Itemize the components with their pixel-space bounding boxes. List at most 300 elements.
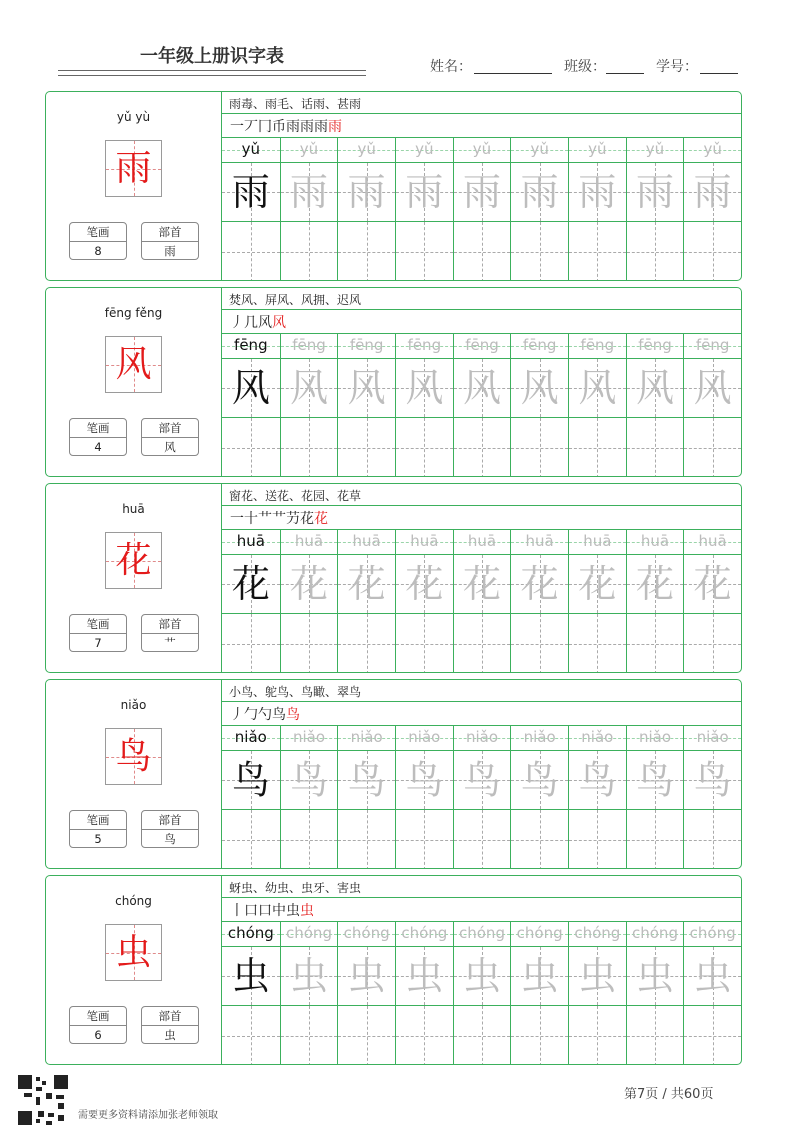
character-pinyin: yǔ yù bbox=[116, 110, 151, 124]
character-red: 花 bbox=[115, 540, 152, 581]
empty-writing-cell[interactable] bbox=[453, 222, 511, 281]
empty-writing-cell[interactable] bbox=[683, 810, 741, 869]
pinyin-cell[interactable] bbox=[683, 530, 741, 554]
page-title: 一年级上册识字表 bbox=[140, 46, 284, 67]
stroke-count-box bbox=[69, 1006, 127, 1044]
example-words: 雨毒、雨毛、话雨、甚雨 bbox=[229, 97, 362, 111]
stroke-step: 丿 bbox=[230, 707, 244, 723]
pinyin-text: yǔ bbox=[299, 140, 319, 158]
pinyin-cell[interactable] bbox=[395, 922, 453, 946]
pinyin-text: huā bbox=[698, 532, 727, 550]
empty-writing-cell[interactable] bbox=[395, 810, 453, 869]
empty-writing-cell[interactable] bbox=[280, 1006, 338, 1065]
pinyin-text: chóng bbox=[632, 924, 678, 942]
writing-cell[interactable] bbox=[222, 163, 280, 221]
empty-writing-cell[interactable] bbox=[395, 614, 453, 673]
trace-character: 鸟 bbox=[462, 758, 501, 802]
pinyin-text: niǎo bbox=[696, 728, 729, 746]
empty-writing-cell[interactable] bbox=[510, 1006, 568, 1065]
empty-writing-cell[interactable] bbox=[626, 810, 684, 869]
character-row bbox=[222, 163, 741, 221]
empty-practice-row bbox=[222, 1006, 741, 1065]
empty-writing-cell[interactable] bbox=[222, 1006, 280, 1065]
empty-writing-cell[interactable] bbox=[683, 418, 741, 477]
pinyin-text: chóng bbox=[286, 924, 332, 942]
pinyin-text: huā bbox=[467, 532, 497, 550]
trace-character: 花 bbox=[405, 562, 444, 606]
writing-cell[interactable] bbox=[395, 947, 453, 1005]
trace-character: 风 bbox=[635, 366, 674, 410]
pinyin-cell[interactable] bbox=[510, 138, 568, 162]
radical-label: 部首 bbox=[142, 419, 198, 438]
pinyin-cell[interactable] bbox=[280, 726, 338, 750]
trace-character: 虫 bbox=[231, 954, 270, 998]
name-field[interactable] bbox=[474, 73, 552, 74]
empty-writing-cell[interactable] bbox=[337, 810, 395, 869]
pinyin-cell[interactable] bbox=[222, 726, 280, 750]
pinyin-text: niǎo bbox=[581, 728, 614, 746]
character-card bbox=[45, 287, 742, 477]
writing-cell[interactable] bbox=[337, 555, 395, 613]
radical-value: 雨 bbox=[164, 244, 176, 258]
writing-cell[interactable] bbox=[568, 947, 626, 1005]
trace-character: 花 bbox=[693, 562, 732, 606]
pinyin-text: huā bbox=[236, 532, 265, 550]
writing-cell[interactable] bbox=[280, 555, 338, 613]
empty-writing-cell[interactable] bbox=[626, 614, 684, 673]
pinyin-cell[interactable] bbox=[280, 138, 338, 162]
trace-character: 花 bbox=[520, 562, 559, 606]
pinyin-cell[interactable] bbox=[510, 726, 568, 750]
character-display-box bbox=[105, 728, 162, 785]
pinyin-cell[interactable] bbox=[222, 530, 280, 554]
stroke-count-value: 6 bbox=[94, 1028, 102, 1042]
pinyin-cell[interactable] bbox=[337, 922, 395, 946]
row-divider bbox=[222, 113, 741, 114]
empty-writing-cell[interactable] bbox=[453, 418, 511, 477]
stroke-step: 雨 bbox=[286, 119, 300, 135]
stroke-step: 中 bbox=[272, 903, 286, 919]
character-row bbox=[222, 751, 741, 809]
radical-box bbox=[141, 418, 199, 456]
character-display-box bbox=[105, 532, 162, 589]
pinyin-cell[interactable] bbox=[683, 138, 741, 162]
pinyin-cell[interactable] bbox=[453, 138, 511, 162]
trace-character: 风 bbox=[693, 366, 732, 410]
empty-writing-cell[interactable] bbox=[222, 418, 280, 477]
trace-character: 花 bbox=[289, 562, 328, 606]
pinyin-cell[interactable] bbox=[222, 334, 280, 358]
empty-writing-cell[interactable] bbox=[337, 418, 395, 477]
empty-practice-row bbox=[222, 222, 741, 281]
writing-cell[interactable] bbox=[626, 947, 684, 1005]
row-divider bbox=[222, 897, 741, 898]
trace-character: 花 bbox=[231, 562, 270, 606]
trace-character: 虫 bbox=[578, 954, 617, 998]
trace-character: 花 bbox=[347, 562, 386, 606]
empty-writing-cell[interactable] bbox=[395, 1006, 453, 1065]
empty-writing-cell[interactable] bbox=[453, 614, 511, 673]
pinyin-cell[interactable] bbox=[280, 922, 338, 946]
empty-writing-cell[interactable] bbox=[395, 418, 453, 477]
pinyin-cell[interactable] bbox=[337, 138, 395, 162]
character-pinyin: niǎo bbox=[120, 698, 147, 712]
stroke-count-label: 笔画 bbox=[70, 223, 126, 242]
character-info-panel bbox=[46, 484, 221, 672]
radical-label: 部首 bbox=[142, 811, 198, 830]
trace-character: 鸟 bbox=[231, 758, 270, 802]
trace-character: 风 bbox=[231, 366, 270, 410]
example-words: 焚风、屏风、风拥、迟风 bbox=[229, 293, 362, 307]
pinyin-text: chóng bbox=[574, 924, 621, 942]
stroke-order bbox=[230, 900, 314, 920]
trace-character: 雨 bbox=[347, 170, 386, 214]
empty-writing-cell[interactable] bbox=[510, 418, 568, 477]
pinyin-row bbox=[222, 334, 741, 358]
qr-code bbox=[18, 1075, 68, 1125]
pinyin-text: huā bbox=[640, 532, 670, 550]
stroke-count-box bbox=[69, 614, 127, 652]
stroke-count-value: 7 bbox=[94, 636, 102, 650]
stroke-order bbox=[230, 116, 342, 136]
stroke-step: 鸟 bbox=[286, 707, 300, 723]
empty-writing-cell[interactable] bbox=[568, 810, 626, 869]
pinyin-cell[interactable] bbox=[395, 726, 453, 750]
empty-writing-cell[interactable] bbox=[337, 614, 395, 673]
writing-cell[interactable] bbox=[280, 947, 338, 1005]
empty-writing-cell[interactable] bbox=[683, 222, 741, 281]
stroke-count-value: 4 bbox=[94, 440, 102, 454]
stroke-step: 口 bbox=[258, 903, 272, 919]
trace-character: 风 bbox=[347, 366, 386, 410]
trace-character: 花 bbox=[462, 562, 501, 606]
radical-label: 部首 bbox=[142, 223, 198, 242]
worksheet-header bbox=[0, 0, 800, 86]
writing-cell[interactable] bbox=[395, 751, 453, 809]
pinyin-cell[interactable] bbox=[626, 922, 684, 946]
stroke-step: 口 bbox=[244, 903, 258, 919]
pinyin-cell[interactable] bbox=[626, 138, 684, 162]
empty-writing-cell[interactable] bbox=[568, 614, 626, 673]
writing-cell[interactable] bbox=[510, 359, 568, 417]
pinyin-row bbox=[222, 922, 741, 946]
writing-cell[interactable] bbox=[626, 555, 684, 613]
pinyin-text: niǎo bbox=[408, 728, 441, 746]
writing-cell[interactable] bbox=[395, 359, 453, 417]
stroke-step: 花 bbox=[300, 511, 314, 527]
pinyin-cell[interactable] bbox=[568, 530, 626, 554]
character-red: 雨 bbox=[115, 148, 152, 189]
stroke-count-value: 8 bbox=[94, 244, 102, 258]
character-row bbox=[222, 555, 741, 613]
empty-writing-cell[interactable] bbox=[222, 810, 280, 869]
empty-writing-cell[interactable] bbox=[626, 222, 684, 281]
pinyin-cell[interactable] bbox=[683, 922, 741, 946]
pinyin-cell[interactable] bbox=[222, 138, 280, 162]
stroke-step: 几 bbox=[244, 315, 258, 331]
writing-cell[interactable] bbox=[453, 751, 511, 809]
writing-cell[interactable] bbox=[510, 947, 568, 1005]
character-pinyin: huā bbox=[122, 502, 145, 516]
row-divider bbox=[222, 309, 741, 310]
pinyin-text: fēng bbox=[695, 336, 730, 354]
writing-cell[interactable] bbox=[337, 947, 395, 1005]
pinyin-cell[interactable] bbox=[568, 138, 626, 162]
writing-cell[interactable] bbox=[683, 163, 741, 221]
pinyin-text: fēng bbox=[522, 336, 557, 354]
pinyin-cell[interactable] bbox=[222, 922, 280, 946]
empty-writing-cell[interactable] bbox=[683, 1006, 741, 1065]
writing-cell[interactable] bbox=[510, 555, 568, 613]
writing-cell[interactable] bbox=[453, 359, 511, 417]
empty-writing-cell[interactable] bbox=[280, 418, 338, 477]
pinyin-cell[interactable] bbox=[280, 334, 338, 358]
pinyin-text: huā bbox=[583, 532, 612, 550]
pinyin-text: niǎo bbox=[292, 728, 325, 746]
pinyin-cell[interactable] bbox=[626, 530, 684, 554]
practice-panel bbox=[222, 876, 741, 1064]
pinyin-text: niǎo bbox=[638, 728, 671, 746]
pinyin-cell[interactable] bbox=[510, 334, 568, 358]
stroke-step: 冂 bbox=[258, 119, 272, 135]
trace-character: 风 bbox=[289, 366, 328, 410]
pinyin-cell[interactable] bbox=[568, 922, 626, 946]
trace-character: 鸟 bbox=[347, 758, 386, 802]
trace-character: 虫 bbox=[405, 954, 444, 998]
stroke-step: 雨 bbox=[314, 119, 328, 135]
example-words: 窗花、送花、花园、花草 bbox=[229, 489, 362, 503]
pinyin-text: chóng bbox=[227, 924, 274, 942]
pinyin-text: yǔ bbox=[241, 140, 261, 158]
writing-cell[interactable] bbox=[453, 947, 511, 1005]
pinyin-cell[interactable] bbox=[510, 922, 568, 946]
stroke-step: 虫 bbox=[286, 903, 300, 919]
trace-character: 鸟 bbox=[693, 758, 732, 802]
trace-character: 雨 bbox=[520, 170, 559, 214]
writing-cell[interactable] bbox=[568, 555, 626, 613]
empty-practice-row bbox=[222, 810, 741, 869]
pinyin-text: yǔ bbox=[472, 140, 492, 158]
empty-writing-cell[interactable] bbox=[626, 418, 684, 477]
empty-writing-cell[interactable] bbox=[395, 222, 453, 281]
character-red: 风 bbox=[115, 344, 152, 385]
trace-character: 虫 bbox=[347, 954, 386, 998]
radical-label: 部首 bbox=[142, 1007, 198, 1026]
character-card bbox=[45, 679, 742, 869]
number-label: 学号： bbox=[656, 59, 698, 75]
character-card bbox=[45, 875, 742, 1065]
trace-character: 虫 bbox=[289, 954, 328, 998]
writing-cell[interactable] bbox=[683, 947, 741, 1005]
empty-writing-cell[interactable] bbox=[280, 614, 338, 673]
trace-character: 鸟 bbox=[635, 758, 674, 802]
pinyin-text: yǔ bbox=[645, 140, 665, 158]
writing-cell[interactable] bbox=[337, 751, 395, 809]
writing-cell[interactable] bbox=[453, 163, 511, 221]
pinyin-text: huā bbox=[352, 532, 381, 550]
pinyin-cell[interactable] bbox=[395, 530, 453, 554]
pinyin-text: fēng bbox=[638, 336, 672, 354]
stroke-step: 十 bbox=[244, 511, 258, 527]
writing-cell[interactable] bbox=[395, 163, 453, 221]
writing-cell[interactable] bbox=[337, 359, 395, 417]
pinyin-text: niǎo bbox=[350, 728, 383, 746]
page-number: 第7页 / 共60页 bbox=[624, 1087, 714, 1102]
radical-box bbox=[141, 810, 199, 848]
writing-cell[interactable] bbox=[626, 751, 684, 809]
pinyin-cell[interactable] bbox=[626, 726, 684, 750]
pinyin-cell[interactable] bbox=[337, 530, 395, 554]
pinyin-cell[interactable] bbox=[280, 530, 338, 554]
practice-panel bbox=[222, 484, 741, 672]
writing-cell[interactable] bbox=[222, 555, 280, 613]
pinyin-row bbox=[222, 138, 741, 162]
writing-cell[interactable] bbox=[453, 555, 511, 613]
writing-cell[interactable] bbox=[568, 163, 626, 221]
empty-writing-cell[interactable] bbox=[280, 810, 338, 869]
pinyin-text: yǔ bbox=[530, 140, 549, 158]
trace-character: 鸟 bbox=[289, 758, 328, 802]
stroke-count-label: 笔画 bbox=[70, 811, 126, 830]
stroke-step: 勺 bbox=[258, 707, 272, 723]
radical-box bbox=[141, 222, 199, 260]
pinyin-cell[interactable] bbox=[568, 334, 626, 358]
empty-writing-cell[interactable] bbox=[453, 1006, 511, 1065]
pinyin-text: fēng bbox=[234, 336, 268, 354]
pinyin-cell[interactable] bbox=[453, 530, 511, 554]
student-info-fields bbox=[430, 56, 760, 80]
writing-cell[interactable] bbox=[395, 555, 453, 613]
character-display-box bbox=[105, 924, 162, 981]
character-pinyin: chóng bbox=[115, 894, 152, 908]
pinyin-row bbox=[222, 530, 741, 554]
trace-character: 风 bbox=[405, 366, 444, 410]
pinyin-text: huā bbox=[525, 532, 554, 550]
character-display-box bbox=[105, 140, 162, 197]
empty-practice-row bbox=[222, 614, 741, 673]
empty-writing-cell[interactable] bbox=[280, 222, 338, 281]
trace-character: 风 bbox=[520, 366, 559, 410]
empty-writing-cell[interactable] bbox=[510, 614, 568, 673]
empty-writing-cell[interactable] bbox=[568, 1006, 626, 1065]
stroke-step: 币 bbox=[272, 119, 286, 135]
empty-writing-cell[interactable] bbox=[568, 418, 626, 477]
trace-character: 鸟 bbox=[578, 758, 617, 802]
empty-writing-cell[interactable] bbox=[337, 1006, 395, 1065]
writing-cell[interactable] bbox=[337, 163, 395, 221]
pinyin-cell[interactable] bbox=[683, 334, 741, 358]
trace-character: 鸟 bbox=[520, 758, 559, 802]
pinyin-cell[interactable] bbox=[453, 726, 511, 750]
stroke-step: 雨 bbox=[300, 119, 314, 135]
character-info-panel bbox=[46, 876, 221, 1064]
stroke-step: 丿 bbox=[230, 315, 244, 331]
writing-cell[interactable] bbox=[510, 163, 568, 221]
writing-cell[interactable] bbox=[222, 947, 280, 1005]
pinyin-text: fēng bbox=[465, 336, 499, 354]
pinyin-text: fēng bbox=[407, 336, 442, 354]
empty-writing-cell[interactable] bbox=[222, 222, 280, 281]
empty-writing-cell[interactable] bbox=[453, 810, 511, 869]
pinyin-text: chóng bbox=[343, 924, 390, 942]
example-words: 小鸟、鸵鸟、鸟瞰、翠鸟 bbox=[229, 685, 362, 699]
pinyin-cell[interactable] bbox=[453, 334, 511, 358]
pinyin-cell[interactable] bbox=[510, 530, 568, 554]
writing-cell[interactable] bbox=[683, 555, 741, 613]
class-field[interactable] bbox=[606, 73, 644, 74]
writing-cell[interactable] bbox=[683, 359, 741, 417]
writing-cell[interactable] bbox=[683, 751, 741, 809]
empty-writing-cell[interactable] bbox=[683, 614, 741, 673]
pinyin-text: niǎo bbox=[465, 728, 498, 746]
stroke-count-label: 笔画 bbox=[70, 419, 126, 438]
empty-writing-cell[interactable] bbox=[337, 222, 395, 281]
trace-character: 风 bbox=[462, 366, 501, 410]
empty-writing-cell[interactable] bbox=[510, 222, 568, 281]
radical-value: 鸟 bbox=[164, 832, 176, 846]
pinyin-text: yǔ bbox=[703, 140, 722, 158]
writing-cell[interactable] bbox=[568, 359, 626, 417]
trace-character: 虫 bbox=[462, 954, 501, 998]
stroke-order bbox=[230, 704, 300, 724]
practice-panel bbox=[222, 92, 741, 280]
pinyin-cell[interactable] bbox=[337, 334, 395, 358]
empty-writing-cell[interactable] bbox=[568, 222, 626, 281]
writing-cell[interactable] bbox=[626, 163, 684, 221]
trace-character: 雨 bbox=[635, 170, 674, 214]
pinyin-cell[interactable] bbox=[395, 334, 453, 358]
pinyin-row bbox=[222, 726, 741, 750]
trace-character: 花 bbox=[635, 562, 674, 606]
stroke-step: 艹 bbox=[272, 511, 286, 527]
pinyin-cell[interactable] bbox=[395, 138, 453, 162]
class-label: 班级： bbox=[564, 59, 606, 75]
stroke-step: 鸟 bbox=[272, 707, 286, 723]
radical-value: 虫 bbox=[164, 1028, 176, 1042]
pinyin-cell[interactable] bbox=[337, 726, 395, 750]
stroke-step: 丨 bbox=[230, 903, 244, 919]
number-field[interactable] bbox=[700, 73, 738, 74]
pinyin-cell[interactable] bbox=[683, 726, 741, 750]
pinyin-cell[interactable] bbox=[568, 726, 626, 750]
empty-writing-cell[interactable] bbox=[510, 810, 568, 869]
empty-writing-cell[interactable] bbox=[626, 1006, 684, 1065]
pinyin-text: fēng bbox=[580, 336, 615, 354]
writing-cell[interactable] bbox=[222, 751, 280, 809]
character-red: 鸟 bbox=[115, 736, 152, 777]
writing-cell[interactable] bbox=[568, 751, 626, 809]
pinyin-text: niǎo bbox=[523, 728, 556, 746]
pinyin-text: chóng bbox=[516, 924, 563, 942]
pinyin-cell[interactable] bbox=[453, 922, 511, 946]
writing-cell[interactable] bbox=[510, 751, 568, 809]
stroke-count-box bbox=[69, 810, 127, 848]
practice-panel bbox=[222, 680, 741, 868]
empty-practice-row bbox=[222, 418, 741, 477]
writing-cell[interactable] bbox=[222, 359, 280, 417]
trace-character: 雨 bbox=[405, 170, 444, 214]
writing-cell[interactable] bbox=[280, 359, 338, 417]
pinyin-text: huā bbox=[410, 532, 439, 550]
stroke-count-box bbox=[69, 418, 127, 456]
writing-cell[interactable] bbox=[626, 359, 684, 417]
writing-cell[interactable] bbox=[280, 751, 338, 809]
empty-writing-cell[interactable] bbox=[222, 614, 280, 673]
pinyin-cell[interactable] bbox=[626, 334, 684, 358]
writing-cell[interactable] bbox=[280, 163, 338, 221]
trace-character: 鸟 bbox=[405, 758, 444, 802]
trace-character: 虫 bbox=[693, 954, 732, 998]
